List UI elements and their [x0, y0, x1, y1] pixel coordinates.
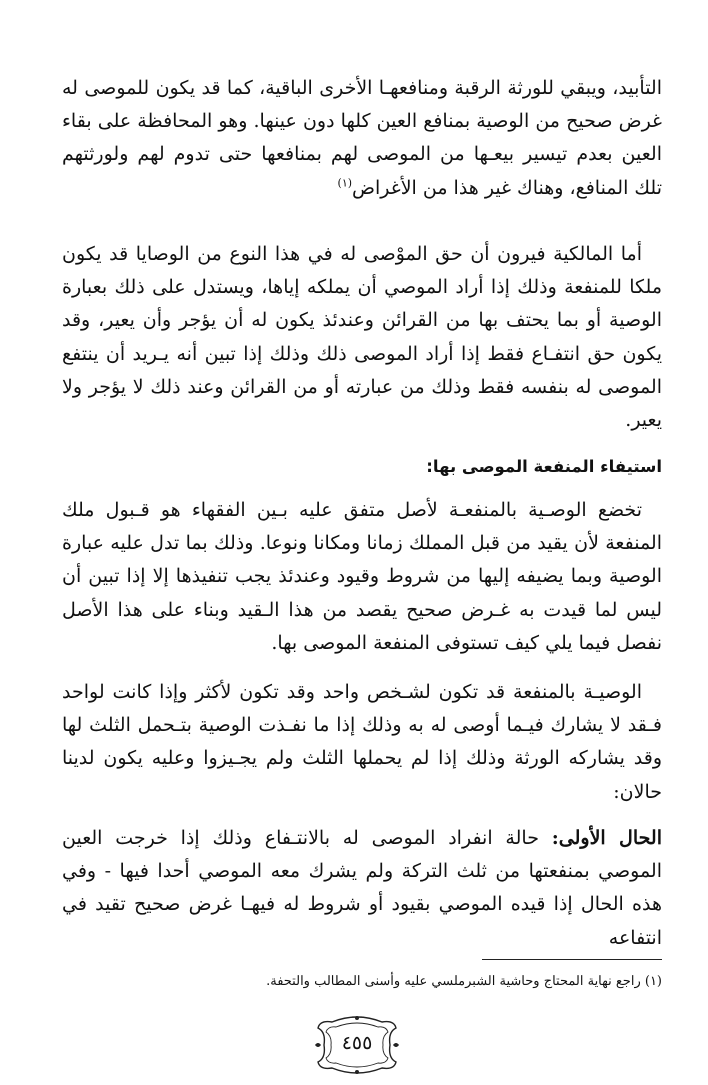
footnote: (١) راجع نهاية المحتاج وحاشية الشبرملسي عليه وأسنى المطالب والتحفة. [266, 974, 662, 989]
section-heading-block [62, 455, 662, 479]
paragraph-4: الوصيـة بالمنفعة قد تكون لشـخص واحد وقد تكون لأكثر وإذا كانت لواحد فـقد لا يشارك فيـما أوصى له به وذلك إذا ما نفـذت الوصية بتـحمل الثلث لها وقد يشاركه الورثة وذلك إذا لم يحملها الثلث ولم يجـيزوا وعليه يكون لدينا حالان: [62, 681, 662, 803]
paragraph-5 [62, 822, 662, 955]
paragraph-1-text: التأبيد، ويبقي للورثة الرقبة ومنافعهـا الأخرى الباقية، كما قد يكون للموصى له غرض صحيح من الوصية بمنافع العين كلها دون عينها. وهو المحافظة على بقاء العين بعدم تيسير بيعـها من الموصى لهم بمنافعها حتى تدوم لهم ولورثتهم تلك المنافع، وهناك غير هذا من الأغراض [62, 77, 662, 199]
paragraph-5-text: حالة انفراد الموصى له بالانتـفاع وذلك إذا خرجت العين الموصي بمنفعتها من ثلث التركة ولم يشرك معه الموصي أحدا فيها - وفي هذه الحال إذا قيده الموصي بقيود أو شروط له فيهـا غرض صحيح تقيد في انتفاعه [62, 827, 662, 949]
page-body [62, 72, 662, 205]
paragraph-1 [62, 72, 662, 205]
paragraph-2-block [62, 238, 662, 437]
case-one-label: الحال الأولى: [551, 827, 662, 849]
paragraph-4-block [62, 676, 662, 809]
paragraph-3-block [62, 494, 662, 660]
paragraph-3: تخضع الوصـية بالمنفعـة لأصل متفق عليه بـين الفقهاء هو قـبول ملك المنفعة لأن يقيد من قبل المملك زمانا ومكانا ونوعا. وذلك بما تدل عليه عبارة الوصية وبما يضيفه إليها من شروط وقيود وعندئذ يجب تنفيذها إلا إذا تبين أن ليس لما قيدت به غـرض صحيح يقصد من هذا الـقيد وبناء على هذا الأصل نفصل فيما يلي كيف تستوفى المنفعة الموصى بها. [62, 499, 662, 654]
paragraph-5-block [62, 822, 662, 955]
section-heading: استيفاء المنفعة الموصى بها: [426, 457, 662, 476]
footnote-divider [482, 959, 662, 960]
footnote-reference[interactable]: (١) [337, 176, 353, 190]
page-number: ٤٥٥ [341, 1032, 373, 1054]
paragraph-2: أما المالكية فيرون أن حق الموْصى له في هذا النوع من الوصايا قد يكون ملكا للمنفعة وذلك إذا أراد الموصي أن يملكه إياها، ويستدل على ذلك بعبارة الوصية أو بما يحتف بها من القرائن وعندئذ يكون له أن يؤجر وأن يعير، وقد يكون حق انتفـاع فقط إذا أراد الموصى ذلك وذلك إذا تبين أنه يـريد أن ينتفع الموصى له بنفسه فقط وذلك من عبارته أو من القرائن وعند ذلك لا يؤجر ولا يعير. [62, 243, 662, 432]
